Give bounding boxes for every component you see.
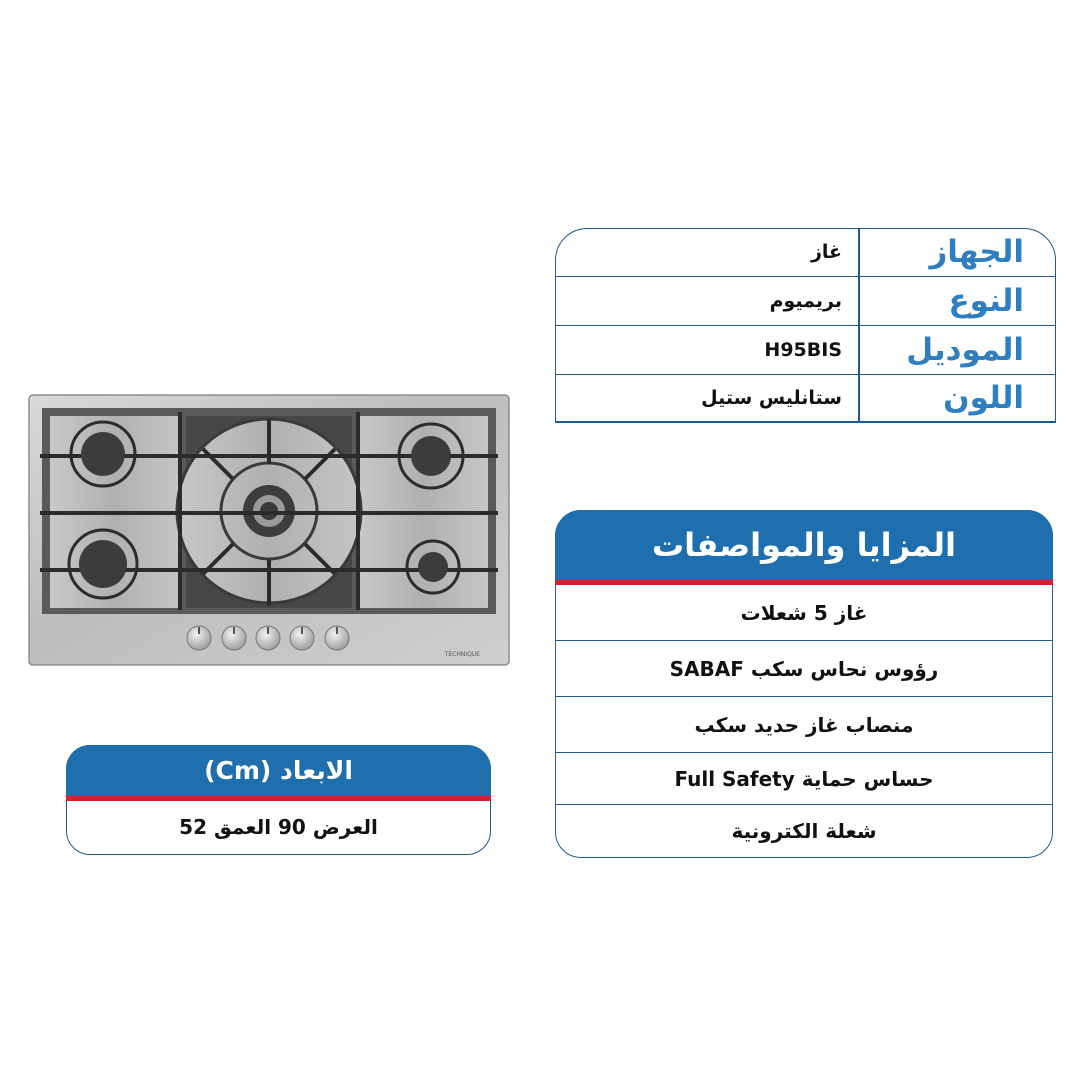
spec-label: اللون — [943, 380, 1024, 416]
spec-row-device — [555, 228, 1056, 277]
features-card — [555, 510, 1053, 858]
spec-value: H95BIS — [764, 339, 842, 361]
feature-item: حساس حماية Full Safety — [555, 753, 1053, 805]
spec-row-color — [555, 375, 1056, 421]
gas-hob-illustration — [28, 394, 510, 666]
feature-item: غاز 5 شعلات — [555, 585, 1053, 641]
spec-label: النوع — [948, 283, 1024, 319]
spec-value: غاز — [810, 241, 842, 263]
features-title: المزايا والمواصفات — [652, 526, 956, 564]
spec-row-type — [555, 277, 1056, 326]
spec-value: بريميوم — [769, 290, 842, 312]
spec-value: ستانليس ستيل — [701, 387, 842, 409]
dimensions-value: العرض 90 العمق 52 — [179, 815, 378, 839]
dimensions-card — [66, 745, 491, 855]
brand-logo: TECHNIQUE — [444, 651, 480, 658]
feature-item: رؤوس نحاس سكب SABAF — [555, 641, 1053, 697]
gas-hob-image — [28, 394, 510, 666]
feature-item: شعلة الكترونية — [731, 819, 877, 843]
feature-item: منصاب غاز حديد سكب — [555, 697, 1053, 753]
spec-label: الموديل — [906, 332, 1024, 368]
spec-table — [555, 228, 1056, 423]
dimensions-title: الابعاد (Cm) — [204, 756, 353, 785]
spec-label: الجهاز — [929, 234, 1024, 270]
spec-row-model — [555, 326, 1056, 375]
